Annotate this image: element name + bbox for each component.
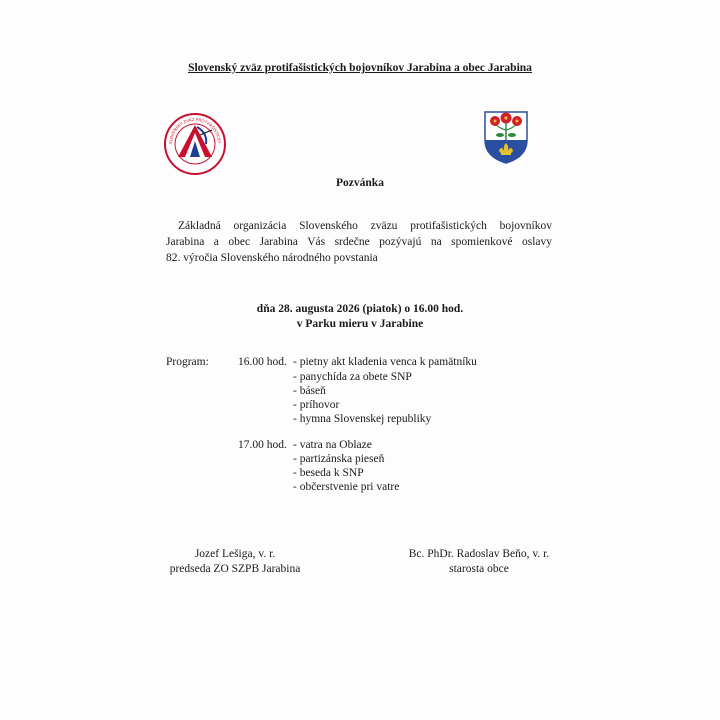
- emblem-circle-text: SLOVENSKÝ ZVÄZ PROTIFAŠISTICKÝ: [167, 116, 222, 145]
- program-item: - vatra na Oblaze: [293, 439, 372, 451]
- event-date-place: [0, 302, 720, 332]
- program-item: - príhovor: [293, 399, 340, 411]
- signature-left-name: Jozef Lešiga, v. r.: [194, 548, 276, 560]
- document-header: Slovenský zväz protifašistických bojovníkov Jarabina a obec Jarabina: [188, 62, 532, 74]
- program-item: - panychída za obete SNP: [293, 371, 412, 383]
- intro-line-2: Jarabina a obec Jarabina Vás srdečne pozývajú na spomienkové oslavy: [166, 236, 552, 248]
- program-item: - partizánska pieseň: [293, 453, 385, 465]
- program-item: - hymna Slovenskej republiky: [293, 413, 432, 425]
- signature-left-role: predseda ZO SZPB Jarabina: [169, 563, 301, 575]
- intro-line-1: Základná organizácia Slovenského zväzu protifašistických bojovníkov: [178, 220, 552, 232]
- program-time-1: 16.00 hod.: [238, 356, 287, 368]
- event-date: dňa 28. augusta 2026 (piatok) o 16.00 hod.: [256, 303, 464, 315]
- signature-right-role: starosta obce: [449, 563, 509, 575]
- signature-right-name: Bc. PhDr. Radoslav Beňo, v. r.: [408, 548, 550, 560]
- intro-line-3: 82. výročia Slovenského národného povstania: [166, 252, 378, 264]
- event-place: v Parku mieru v Jarabine: [296, 318, 424, 330]
- szpb-emblem-logo: [164, 113, 226, 175]
- program-item: - pietny akt kladenia venca k pamätníku: [293, 356, 477, 368]
- program-time-2: 17.00 hod.: [238, 439, 287, 451]
- program-item: - beseda k SNP: [293, 467, 364, 479]
- program-item: - báseň: [293, 385, 326, 397]
- program-item: - občerstvenie pri vatre: [293, 481, 400, 493]
- invitation-intro: [166, 218, 552, 266]
- invitation-heading: Pozvánka: [336, 177, 384, 189]
- program-label: Program:: [166, 356, 209, 368]
- village-coat-of-arms: [483, 110, 529, 164]
